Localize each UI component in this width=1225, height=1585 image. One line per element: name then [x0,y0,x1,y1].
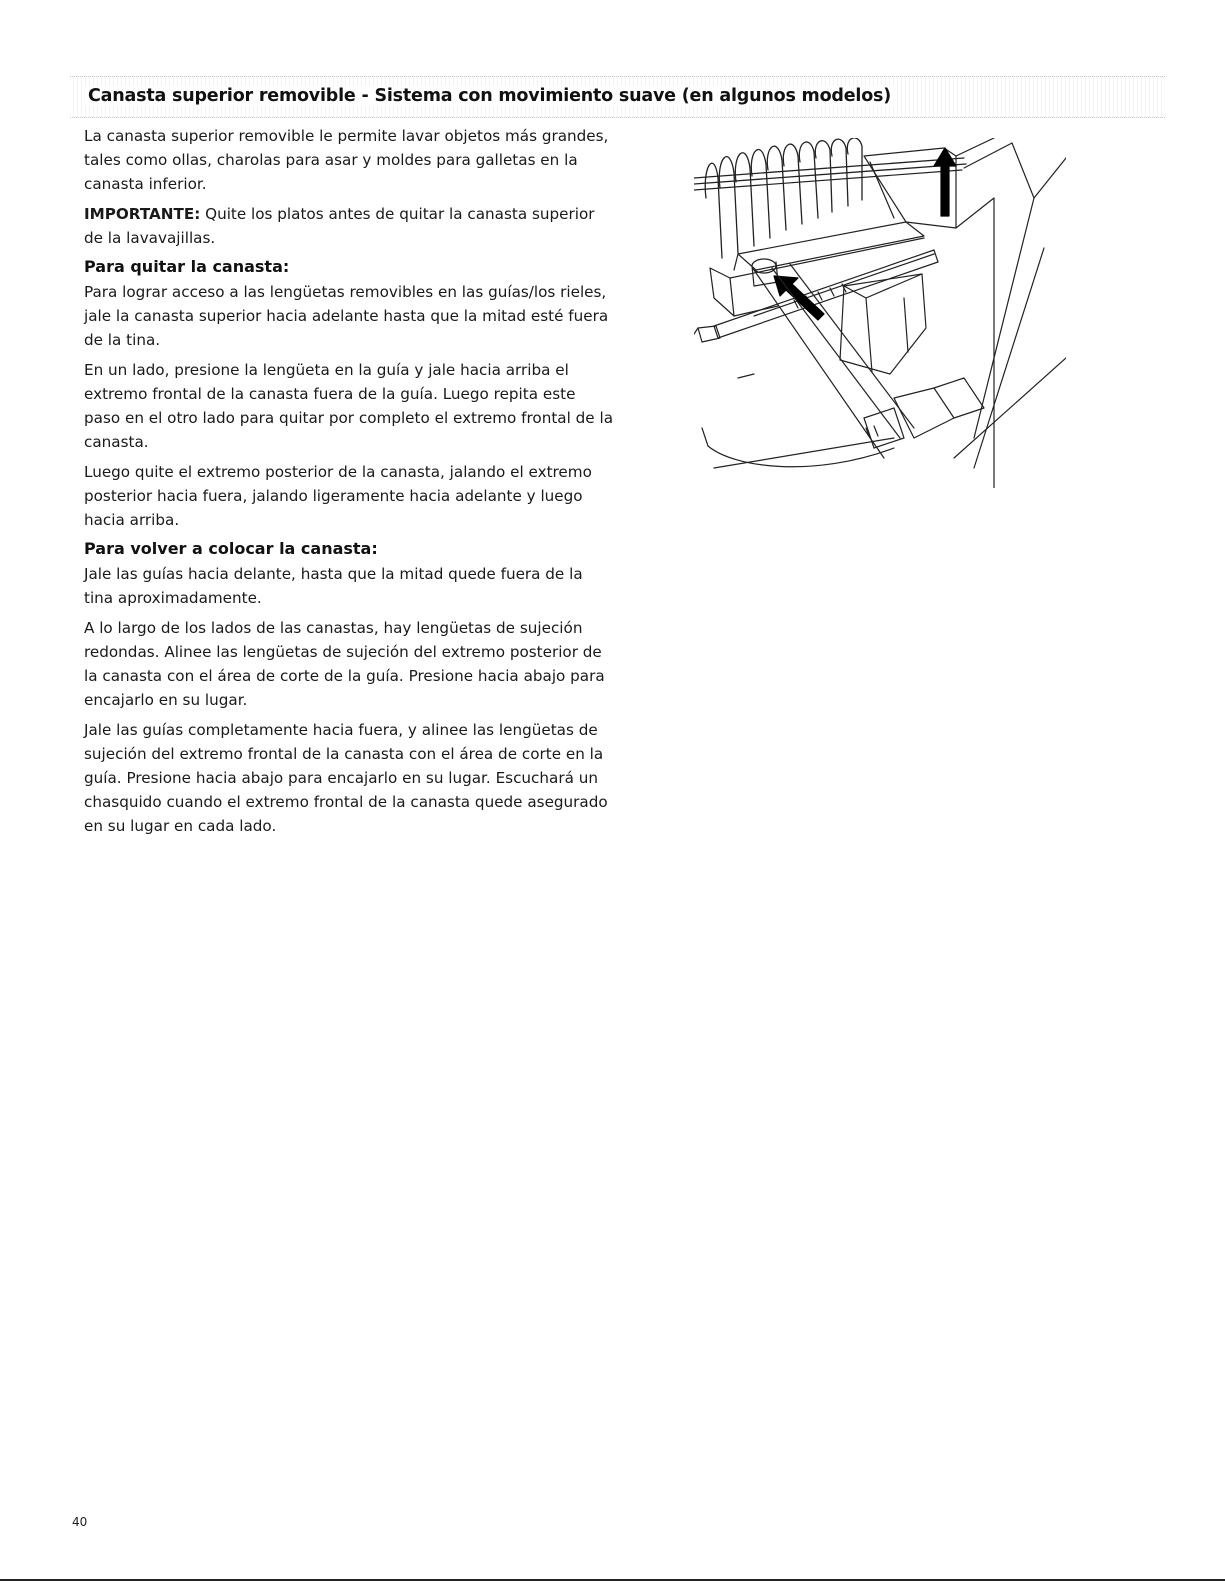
rack-tines [705,138,862,258]
remove-step-2: En un lado, presione la lengüeta en la guía y jale hacia arriba el extremo frontal de la canasta fuera de la guía. Luego repita este paso en el otro lado para quitar por completo el extremo frontal de la canasta. [84,361,613,451]
bottom-rule [0,1579,1225,1581]
intro-paragraph: La canasta superior removible le permite lavar objetos más grandes, tales como ollas, charolas para asar y moldes para galletas en la canasta inferior. [84,127,609,193]
instructions-column [84,124,614,844]
remove-step-1: Para lograr acceso a las lengüetas removibles en las guías/los rieles, jale la canasta superior hacia adelante hasta que la mitad esté fuera de la tina. [84,283,609,349]
important-label: IMPORTANTE: [84,205,201,223]
section-header [70,76,1165,118]
cutlery-basket [840,274,926,374]
important-note [84,202,614,250]
page-number: 40 [72,1515,88,1529]
replace-heading: Para volver a colocar la canasta: [84,539,378,558]
diagonal-arrow-icon [774,276,824,320]
section-title: Canasta superior removible - Sistema con movimiento suave (en algunos modelos) [84,86,895,106]
replace-step-1: Jale las guías hacia delante, hasta que la mitad quede fuera de la tina aproximadamente. [84,565,583,607]
remove-heading: Para quitar la canasta: [84,257,290,276]
door-hinge [864,378,984,448]
replace-step-3: Jale las guías completamente hacia fuera, y alinee las lengüetas de sujeción del extremo frontal de la canasta con el área de corte en la guía. Presione hacia abajo para encajarlo en su lugar. Escuchará un chasquido cuando el extremo frontal de la canasta quede asegurado en su lugar en cada lado. [84,721,608,835]
replace-step-2: A lo largo de los lados de las canastas, hay lengüetas de sujeción redondas. Alinee las lengüetas de sujeción del extremo posterior de la canasta con el área de corte de la guía. Presione hacia abajo para encajarlo en su lugar. [84,619,605,709]
important-text: Quite los platos antes de quitar la canasta superior de la lavavajillas. [84,205,595,247]
rack-removal-illustration [694,138,1066,488]
remove-step-3: Luego quite el extremo posterior de la canasta, jalando el extremo posterior hacia fuera, jalando ligeramente hacia adelante y luego hacia arriba. [84,463,592,529]
